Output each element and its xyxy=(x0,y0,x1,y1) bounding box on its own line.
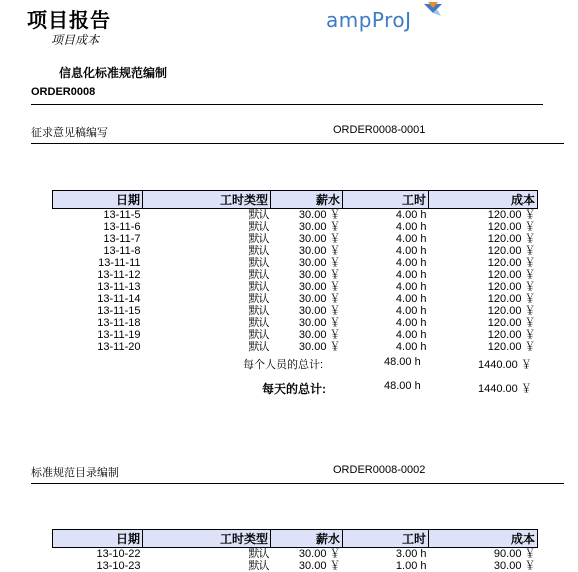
cell-cost: 120.00 ￥ xyxy=(487,221,536,233)
cell-hour-type: 默认 xyxy=(248,257,269,269)
table-row xyxy=(53,341,538,353)
cell-hour-type: 默认 xyxy=(248,548,269,560)
cell-salary: 30.00 ￥ xyxy=(298,341,341,353)
cell-date: 13-11-20 xyxy=(97,341,141,353)
cell-hour-type: 默认 xyxy=(248,317,269,329)
cell-hour-type: 默认 xyxy=(248,221,269,233)
cell-cost: 120.00 ￥ xyxy=(487,341,536,353)
task-name: 征求意见稿编写 xyxy=(31,127,108,139)
cell-cost: 90.00 ￥ xyxy=(493,548,536,560)
task-code: ORDER0008-0002 xyxy=(333,464,426,476)
person-total-label: 每个人员的总计: xyxy=(243,359,324,371)
column-header-hour-type: 工时类型 xyxy=(143,191,271,209)
logo-mark-icon xyxy=(422,0,444,20)
table-row xyxy=(53,317,538,329)
cell-cost: 120.00 ￥ xyxy=(487,245,536,257)
cell-hours: 4.00 h xyxy=(395,269,427,281)
cell-hours: 4.00 h xyxy=(395,209,427,221)
cell-hours: 1.00 h xyxy=(395,560,427,572)
cell-cost: 120.00 ￥ xyxy=(487,281,536,293)
table-row xyxy=(53,209,538,222)
day-total-cost: 1440.00 ￥ xyxy=(478,383,532,395)
cell-date: 13-10-23 xyxy=(96,560,141,572)
table-row xyxy=(53,329,538,341)
task-code: ORDER0008-0001 xyxy=(333,124,426,136)
cell-salary: 30.00 ￥ xyxy=(298,245,341,257)
cell-hour-type: 默认 xyxy=(248,293,269,305)
cell-hours: 4.00 h xyxy=(395,233,427,245)
cell-salary: 30.00 ￥ xyxy=(298,209,341,221)
cell-hour-type: 默认 xyxy=(248,209,269,221)
person-total-hours: 48.00 h xyxy=(384,356,421,368)
divider xyxy=(31,143,564,144)
cell-salary: 30.00 ￥ xyxy=(298,257,341,269)
cell-cost: 120.00 ￥ xyxy=(487,209,536,221)
cell-salary: 30.00 ￥ xyxy=(298,329,341,341)
table-row xyxy=(53,245,538,257)
cell-salary: 30.00 ￥ xyxy=(298,293,341,305)
cell-date: 13-11-13 xyxy=(97,281,141,293)
report-title: 项目报告 xyxy=(27,8,111,32)
table-row xyxy=(53,548,538,561)
table-row xyxy=(53,257,538,269)
cell-salary: 30.00 ￥ xyxy=(298,548,341,560)
cell-cost: 120.00 ￥ xyxy=(487,293,536,305)
person-total-cost: 1440.00 ￥ xyxy=(478,359,532,371)
divider xyxy=(31,483,564,484)
cell-hour-type: 默认 xyxy=(248,329,269,341)
cell-hour-type: 默认 xyxy=(248,233,269,245)
cell-hours: 4.00 h xyxy=(395,245,427,257)
cell-date: 13-11-6 xyxy=(103,221,141,233)
cell-date: 13-11-14 xyxy=(97,293,141,305)
ampproj-logo xyxy=(326,4,446,32)
cell-date: 13-11-18 xyxy=(97,317,141,329)
column-header-date: 日期 xyxy=(53,530,143,548)
cell-hour-type: 默认 xyxy=(248,560,269,572)
cell-cost: 120.00 ￥ xyxy=(487,233,536,245)
table-row xyxy=(53,305,538,317)
cell-cost: 120.00 ￥ xyxy=(487,257,536,269)
cell-salary: 30.00 ￥ xyxy=(298,317,341,329)
column-header-salary: 薪水 xyxy=(271,191,343,209)
cell-hours: 4.00 h xyxy=(395,293,427,305)
cell-salary: 30.00 ￥ xyxy=(298,560,341,572)
cost-table xyxy=(52,190,538,353)
cell-hour-type: 默认 xyxy=(248,269,269,281)
cell-hours: 4.00 h xyxy=(395,341,427,353)
cell-cost: 120.00 ￥ xyxy=(487,329,536,341)
cell-salary: 30.00 ￥ xyxy=(298,281,341,293)
cost-table xyxy=(52,529,538,572)
cell-date: 13-10-22 xyxy=(96,548,141,560)
cell-date: 13-11-5 xyxy=(103,209,141,221)
cell-date: 13-11-7 xyxy=(103,233,141,245)
cell-salary: 30.00 ￥ xyxy=(298,269,341,281)
cell-date: 13-11-11 xyxy=(98,257,141,269)
cell-date: 13-11-19 xyxy=(97,329,141,341)
cell-date: 13-11-8 xyxy=(103,245,141,257)
column-header-cost: 成本 xyxy=(429,530,538,548)
table-header-row xyxy=(53,191,538,209)
divider xyxy=(31,104,543,105)
column-header-hour-type: 工时类型 xyxy=(143,530,271,548)
project-code: ORDER0008 xyxy=(31,86,96,98)
task-name: 标准规范目录编制 xyxy=(31,467,119,479)
table-row xyxy=(53,269,538,281)
column-header-date: 日期 xyxy=(53,191,143,209)
table-row xyxy=(53,281,538,293)
cell-hour-type: 默认 xyxy=(248,281,269,293)
cell-hours: 3.00 h xyxy=(395,548,427,560)
cell-salary: 30.00 ￥ xyxy=(298,233,341,245)
cell-hour-type: 默认 xyxy=(248,245,269,257)
cell-hours: 4.00 h xyxy=(395,329,427,341)
project-name: 信息化标准规范编制 xyxy=(59,66,168,80)
column-header-cost: 成本 xyxy=(429,191,538,209)
cell-cost: 120.00 ￥ xyxy=(487,269,536,281)
table-row xyxy=(53,233,538,245)
cell-cost: 120.00 ￥ xyxy=(487,317,536,329)
cell-hours: 4.00 h xyxy=(395,257,427,269)
cell-hours: 4.00 h xyxy=(395,305,427,317)
logo-text: ampProJ xyxy=(326,8,412,32)
day-total-label: 每天的总计: xyxy=(262,382,326,396)
cell-cost: 30.00 ￥ xyxy=(493,560,536,572)
cell-cost: 120.00 ￥ xyxy=(487,305,536,317)
column-header-salary: 薪水 xyxy=(271,530,343,548)
table-row xyxy=(53,560,538,572)
cell-date: 13-11-12 xyxy=(97,269,141,281)
column-header-hours: 工时 xyxy=(343,530,429,548)
table-header-row xyxy=(53,530,538,548)
cell-salary: 30.00 ￥ xyxy=(298,221,341,233)
cell-hours: 4.00 h xyxy=(395,221,427,233)
table-row xyxy=(53,221,538,233)
report-subtitle: 项目成本 xyxy=(51,33,100,47)
cell-hour-type: 默认 xyxy=(248,305,269,317)
cell-hours: 4.00 h xyxy=(395,317,427,329)
cell-hours: 4.00 h xyxy=(395,281,427,293)
day-total-hours: 48.00 h xyxy=(384,380,421,392)
table-row xyxy=(53,293,538,305)
column-header-hours: 工时 xyxy=(343,191,429,209)
cell-date: 13-11-15 xyxy=(97,305,141,317)
cell-salary: 30.00 ￥ xyxy=(298,305,341,317)
cell-hour-type: 默认 xyxy=(248,341,269,353)
